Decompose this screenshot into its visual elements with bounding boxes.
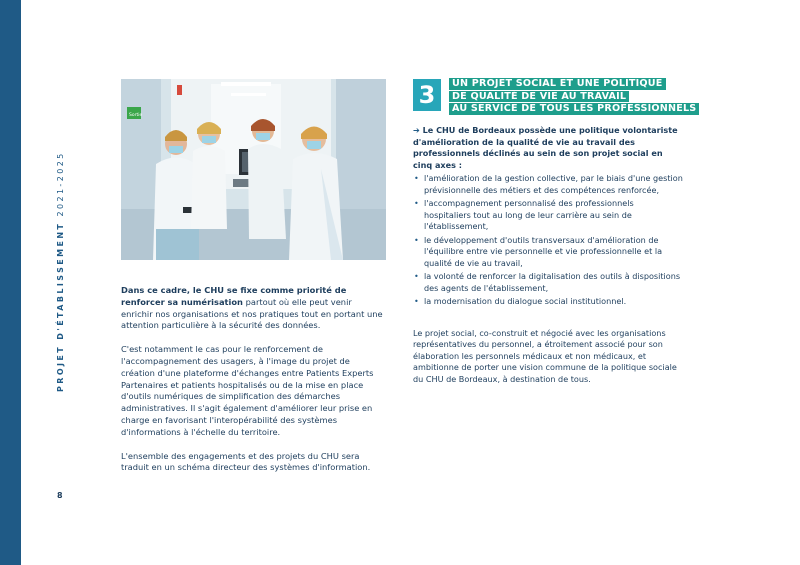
page-number: 8 xyxy=(57,491,63,500)
section-number-badge: 3 xyxy=(413,79,441,111)
axes-list xyxy=(413,173,683,308)
intro-text: Le CHU de Bordeaux possède une politique volontariste d'amélioration de la qualité de vie au travail des professionnels déclinés au sein de son projet social en cinq axes : xyxy=(413,125,678,170)
paragraph-numerisation-bold: Dans ce cadre, le CHU se fixe comme priorité de renforcer sa numérisation xyxy=(121,285,347,307)
bullet-icon: • xyxy=(414,198,419,208)
vertical-title-main: PROJET D'ÉTABLISSEMENT xyxy=(56,221,65,392)
list-item: • l'accompagnement personnalisé des professionnels hospitaliers tout au long de leur carrière au sein de l'établissement, xyxy=(414,198,634,231)
svg-text:Sortie: Sortie xyxy=(129,113,143,118)
arrow-icon: ➔ xyxy=(413,125,420,135)
list-item: • la volonté de renforcer la digitalisation des outils à dispositions des agents de l'établissement, xyxy=(414,271,681,293)
section-title-line-3: AU SERVICE DE TOUS LES PROFESSIONNELS xyxy=(449,103,699,115)
intro-paragraph xyxy=(413,125,683,171)
left-column-text xyxy=(121,285,383,486)
vertical-title-years: 2021-2025 xyxy=(56,151,65,217)
list-item: • la modernisation du dialogue social institutionnel. xyxy=(414,296,627,306)
section-title-line-1: UN PROJET SOCIAL ET UNE POLITIQUE xyxy=(449,78,666,90)
sidebar-strip xyxy=(0,0,21,565)
bullet-icon: • xyxy=(414,173,419,183)
list-item: • le développement d'outils transversaux d'amélioration de l'équilibre entre vie personnelle et vie professionnelle et la qualité de vie au travail, xyxy=(414,234,663,268)
bullet-icon: • xyxy=(414,234,419,245)
closing-paragraph: Le projet social, co-construit et négocié avec les organisations représentatives du personnel, a étroitement associé pour son élaboration les personnels médicaux et non médicaux, et ambitionne de porter une vision commune de la politique sociale du CHU de Bordeaux, à destination de tous. xyxy=(413,327,677,384)
paragraph-accompagnement: C'est notamment le cas pour le renforcement de l'accompagnement des usagers, à l'image du projet de création d'une plateforme d'échanges entre Patients Experts Partenaires et patients hospitalisés ou de la mise en place d'outils numériques de simplification des démarches administratives. Il s'agit également d'améliorer leur prise en charge en favorisant l'interopérabilité des systèmes d'informations à l'échelle du territoire. xyxy=(121,344,374,437)
hospital-staff-photo xyxy=(121,79,386,260)
document-vertical-title xyxy=(56,151,65,392)
right-column-text xyxy=(413,125,683,385)
paragraph-schema-directeur: L'ensemble des engagements et des projets du CHU sera traduit en un schéma directeur des systèmes d'information. xyxy=(121,450,371,473)
bullet-icon: • xyxy=(414,271,419,281)
paragraph-numerisation xyxy=(121,285,383,332)
section-title-line-2: DE QUALITÉ DE VIE AU TRAVAIL xyxy=(449,91,629,103)
list-item: • l'amélioration de la gestion collective, par le biais d'une gestion prévisionnelle des métiers et des compétences renforcée, xyxy=(414,173,683,195)
bullet-icon: • xyxy=(414,296,419,306)
paragraph-numerisation-rest: partout où elle peut venir enrichir nos organisations et nos pratiques tout en portant une attention particulière à la sécurité des données. xyxy=(121,296,383,331)
section-title xyxy=(449,78,699,116)
